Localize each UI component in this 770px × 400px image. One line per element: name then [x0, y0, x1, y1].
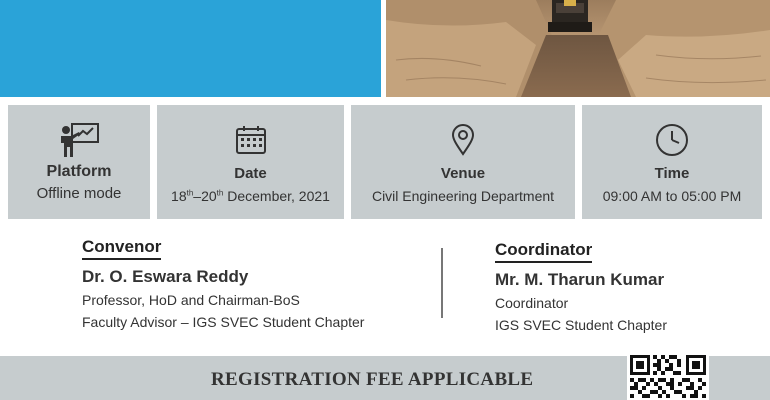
venue-card [351, 105, 575, 219]
convenor-name: Dr. O. Eswara Reddy [82, 267, 249, 286]
date-end-day: –20 [193, 188, 217, 204]
convenor-block [82, 237, 364, 331]
date-label: Date [234, 165, 267, 182]
time-label: Time [654, 165, 690, 182]
presentation-board-icon [58, 123, 100, 157]
location-pin-icon [451, 123, 475, 157]
convenor-heading: Convenor [82, 237, 161, 260]
date-month-year: December, 2021 [223, 188, 330, 204]
date-start-suffix: th [186, 188, 194, 198]
trench-excavator-illustration [386, 0, 770, 97]
date-card [157, 105, 344, 219]
date-end-suffix: th [216, 188, 224, 198]
venue-label: Venue [440, 165, 486, 182]
venue-value: Civil Engineering Department [371, 188, 555, 204]
date-value [171, 188, 330, 204]
calendar-icon [235, 123, 267, 157]
title-panel [0, 0, 381, 97]
clock-icon [655, 123, 689, 157]
platform-card [8, 105, 150, 219]
qr-code-pattern [627, 352, 709, 400]
platform-label: Platform [46, 163, 112, 180]
coordinator-heading: Coordinator [495, 240, 592, 263]
event-title-cropped [36, 0, 366, 16]
platform-value: Offline mode [36, 185, 122, 202]
convenor-title: Professor, HoD and Chairman-BoS [82, 292, 300, 308]
convenor-affiliation: Faculty Advisor – IGS SVEC Student Chapter [82, 314, 365, 330]
vertical-divider [441, 248, 443, 318]
event-details [0, 97, 770, 227]
excavation-photo [386, 0, 770, 97]
coordinator-name: Mr. M. Tharun Kumar [495, 270, 665, 289]
excavator [548, 0, 592, 32]
header-banner [0, 0, 770, 100]
coordinator-block [495, 240, 667, 334]
qr-code[interactable] [627, 352, 709, 400]
time-value: 09:00 AM to 05:00 PM [602, 188, 742, 204]
registration-fee-notice: REGISTRATION FEE APPLICABLE [211, 369, 534, 390]
date-start-day: 18 [171, 188, 187, 204]
time-card [582, 105, 762, 219]
coordinator-affiliation: IGS SVEC Student Chapter [495, 317, 667, 333]
coordinator-title: Coordinator [495, 295, 569, 311]
